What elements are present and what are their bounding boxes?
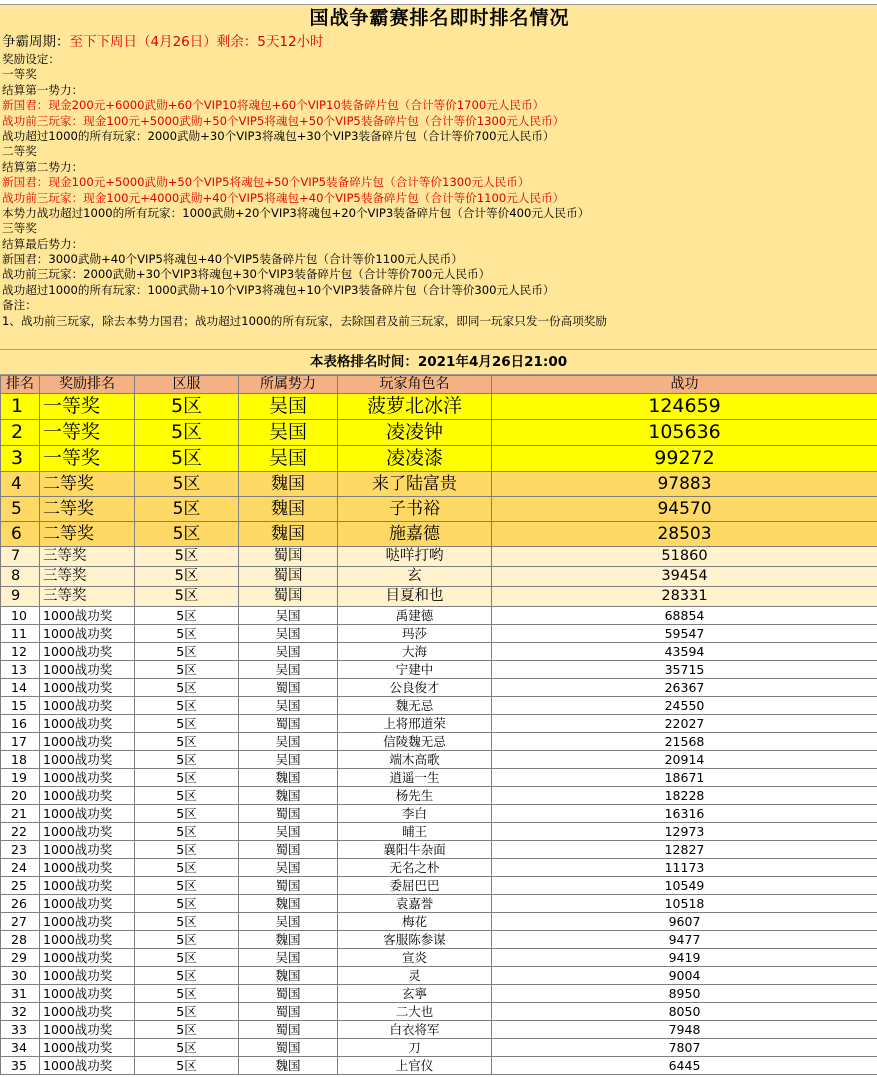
player-name-cell[interactable]: 魏无忌: [338, 697, 492, 715]
faction-cell[interactable]: 蜀国: [239, 877, 338, 895]
rank-cell[interactable]: 4: [1, 472, 40, 497]
server-cell[interactable]: 5区: [135, 769, 239, 787]
merit-cell[interactable]: 28331: [492, 587, 877, 607]
faction-cell[interactable]: 魏国: [239, 895, 338, 913]
reward-line: 三等奖: [2, 221, 37, 236]
award-cell[interactable]: 三等奖: [40, 567, 135, 587]
faction-cell[interactable]: 魏国: [239, 497, 338, 522]
server-cell[interactable]: 5区: [135, 643, 239, 661]
table-row: [1, 931, 877, 949]
server-cell[interactable]: 5区: [135, 1003, 239, 1021]
table-row: [1, 547, 877, 567]
player-name-cell[interactable]: 端木高歌: [338, 751, 492, 769]
award-cell[interactable]: 1000战功奖: [40, 1021, 135, 1039]
merit-cell[interactable]: 18671: [492, 769, 877, 787]
rank-cell[interactable]: 5: [1, 497, 40, 522]
table-row: [1, 567, 877, 587]
server-cell[interactable]: 5区: [135, 522, 239, 547]
merit-cell[interactable]: 99272: [492, 446, 877, 472]
award-cell[interactable]: 1000战功奖: [40, 931, 135, 949]
player-name-cell[interactable]: 委屈巴巴: [338, 877, 492, 895]
faction-cell[interactable]: 魏国: [239, 769, 338, 787]
rank-cell[interactable]: 19: [1, 769, 40, 787]
rank-cell[interactable]: 26: [1, 895, 40, 913]
merit-cell[interactable]: 7807: [492, 1039, 877, 1057]
faction-cell[interactable]: 魏国: [239, 1057, 338, 1075]
player-name-cell[interactable]: 宣炎: [338, 949, 492, 967]
rank-cell[interactable]: 2: [1, 420, 40, 446]
table-row: [1, 643, 877, 661]
table-row: [1, 733, 877, 751]
player-name-cell[interactable]: 玄寧: [338, 985, 492, 1003]
rank-cell[interactable]: 7: [1, 547, 40, 567]
award-cell[interactable]: 1000战功奖: [40, 607, 135, 625]
rules-header: [0, 5, 877, 350]
merit-cell[interactable]: 9004: [492, 967, 877, 985]
faction-cell[interactable]: 蜀国: [239, 1039, 338, 1057]
rank-cell[interactable]: 11: [1, 625, 40, 643]
award-cell[interactable]: 1000战功奖: [40, 1003, 135, 1021]
table-row: [1, 679, 877, 697]
table-row: [1, 805, 877, 823]
faction-cell[interactable]: 吴国: [239, 949, 338, 967]
award-cell[interactable]: 1000战功奖: [40, 679, 135, 697]
award-cell[interactable]: 1000战功奖: [40, 877, 135, 895]
reward-line: 战功前三玩家：现金100元+4000武勋+40个VIP5将魂包+40个VIP5装备碎片包（合计等价1100元人民币）: [2, 190, 565, 205]
reward-line: 战功前三玩家：现金100元+5000武勋+50个VIP5将魂包+50个VIP5装备碎片包（合计等价1300元人民币）: [2, 113, 565, 128]
table-row: [1, 967, 877, 985]
table-row: [1, 841, 877, 859]
table-body: [1, 394, 877, 1075]
award-cell[interactable]: 1000战功奖: [40, 805, 135, 823]
col-header-faction[interactable]: 所属势力: [239, 376, 338, 394]
rank-cell[interactable]: 8: [1, 567, 40, 587]
table-row: [1, 446, 877, 472]
merit-cell[interactable]: 8950: [492, 985, 877, 1003]
server-cell[interactable]: 5区: [135, 497, 239, 522]
col-header-rank[interactable]: 排名: [1, 376, 40, 394]
merit-cell[interactable]: 22027: [492, 715, 877, 733]
award-cell[interactable]: 1000战功奖: [40, 895, 135, 913]
merit-cell[interactable]: 9419: [492, 949, 877, 967]
merit-cell[interactable]: 24550: [492, 697, 877, 715]
faction-cell[interactable]: 吴国: [239, 859, 338, 877]
table-row: [1, 697, 877, 715]
player-name-cell[interactable]: 逍遥一生: [338, 769, 492, 787]
award-cell[interactable]: 1000战功奖: [40, 733, 135, 751]
rank-cell[interactable]: 15: [1, 697, 40, 715]
player-name-cell[interactable]: 上将邢道荣: [338, 715, 492, 733]
award-cell[interactable]: 1000战功奖: [40, 859, 135, 877]
rank-cell[interactable]: 1: [1, 394, 40, 420]
rank-cell[interactable]: 25: [1, 877, 40, 895]
reward-line: 战功超过1000的所有玩家：1000武勋+10个VIP3将魂包+10个VIP3装备碎片包（合计等价300元人民币）: [2, 282, 555, 297]
merit-cell[interactable]: 68854: [492, 607, 877, 625]
rank-cell[interactable]: 14: [1, 679, 40, 697]
page-title: 国战争霸赛排名即时排名情况: [309, 7, 570, 29]
ranking-table: [0, 375, 877, 1075]
faction-cell[interactable]: 蜀国: [239, 679, 338, 697]
faction-cell[interactable]: 吴国: [239, 625, 338, 643]
award-cell[interactable]: 二等奖: [40, 522, 135, 547]
reward-line: 结算最后势力：: [2, 236, 84, 251]
reward-line: 二等奖: [2, 144, 37, 159]
table-row: [1, 394, 877, 420]
merit-cell[interactable]: 26367: [492, 679, 877, 697]
faction-cell[interactable]: 蜀国: [239, 1021, 338, 1039]
award-cell[interactable]: 1000战功奖: [40, 1039, 135, 1057]
player-name-cell[interactable]: 宁建中: [338, 661, 492, 679]
table-row: [1, 769, 877, 787]
faction-cell[interactable]: 吴国: [239, 823, 338, 841]
player-name-cell[interactable]: 玛莎: [338, 625, 492, 643]
reward-line: 一等奖: [2, 67, 37, 82]
player-name-cell[interactable]: 二大也: [338, 1003, 492, 1021]
table-row: [1, 497, 877, 522]
col-header-award[interactable]: 奖励排名: [40, 376, 135, 394]
player-name-cell[interactable]: 客服陈参谋: [338, 931, 492, 949]
player-name-cell[interactable]: 菠萝北冰洋: [338, 394, 492, 420]
rank-cell[interactable]: 33: [1, 1021, 40, 1039]
faction-cell[interactable]: 吴国: [239, 733, 338, 751]
merit-cell[interactable]: 12973: [492, 823, 877, 841]
reward-line: 新国君：3000武勋+40个VIP5将魂包+40个VIP5装备碎片包（合计等价1100元人民币）: [2, 252, 463, 267]
reward-line: 新国君：现金100元+5000武勋+50个VIP5将魂包+50个VIP5装备碎片包（合计等价1300元人民币）: [2, 175, 530, 190]
merit-cell[interactable]: 10549: [492, 877, 877, 895]
table-row: [1, 913, 877, 931]
table-row: [1, 661, 877, 679]
rank-cell[interactable]: 24: [1, 859, 40, 877]
faction-cell[interactable]: 吴国: [239, 643, 338, 661]
merit-cell[interactable]: 105636: [492, 420, 877, 446]
merit-cell[interactable]: 43594: [492, 643, 877, 661]
faction-cell[interactable]: 吴国: [239, 446, 338, 472]
faction-cell[interactable]: 魏国: [239, 522, 338, 547]
server-cell[interactable]: 5区: [135, 697, 239, 715]
server-cell[interactable]: 5区: [135, 823, 239, 841]
col-header-merit[interactable]: 战功: [492, 376, 877, 394]
rank-cell[interactable]: 34: [1, 1039, 40, 1057]
award-cell[interactable]: 一等奖: [40, 420, 135, 446]
table-row: [1, 715, 877, 733]
table-row: [1, 607, 877, 625]
merit-cell[interactable]: 9477: [492, 931, 877, 949]
server-cell[interactable]: 5区: [135, 1039, 239, 1057]
award-cell[interactable]: 三等奖: [40, 547, 135, 567]
rank-cell[interactable]: 28: [1, 931, 40, 949]
player-name-cell[interactable]: 施嘉德: [338, 522, 492, 547]
merit-cell[interactable]: 6445: [492, 1057, 877, 1075]
merit-cell[interactable]: 16316: [492, 805, 877, 823]
award-cell[interactable]: 1000战功奖: [40, 949, 135, 967]
reward-line: 结算第一势力：: [2, 82, 84, 97]
rank-cell[interactable]: 29: [1, 949, 40, 967]
player-name-cell[interactable]: 襄阳牛杂面: [338, 841, 492, 859]
faction-cell[interactable]: 蜀国: [239, 805, 338, 823]
faction-cell[interactable]: 蜀国: [239, 567, 338, 587]
rank-cell[interactable]: 22: [1, 823, 40, 841]
reward-line: 奖励设定：: [2, 52, 60, 66]
reward-line: 新国君：现金200元+6000武勋+60个VIP10将魂包+60个VIP10装备碎片包（合计等价1700元人民币）: [2, 98, 545, 113]
server-cell[interactable]: 5区: [135, 877, 239, 895]
server-cell[interactable]: 5区: [135, 607, 239, 625]
server-cell[interactable]: 5区: [135, 1057, 239, 1075]
rank-cell[interactable]: 9: [1, 587, 40, 607]
table-row: [1, 1021, 877, 1039]
player-name-cell[interactable]: 玄: [338, 567, 492, 587]
col-header-player[interactable]: 玩家角色名: [338, 376, 492, 394]
rank-cell[interactable]: 32: [1, 1003, 40, 1021]
server-cell[interactable]: 5区: [135, 949, 239, 967]
merit-cell[interactable]: 21568: [492, 733, 877, 751]
player-name-cell[interactable]: 来了陆富贵: [338, 472, 492, 497]
rank-cell[interactable]: 18: [1, 751, 40, 769]
merit-cell[interactable]: 35715: [492, 661, 877, 679]
award-cell[interactable]: 1000战功奖: [40, 625, 135, 643]
player-name-cell[interactable]: 凌凌钟: [338, 420, 492, 446]
table-row: [1, 859, 877, 877]
server-cell[interactable]: 5区: [135, 1021, 239, 1039]
server-cell[interactable]: 5区: [135, 472, 239, 497]
player-name-cell[interactable]: 凌凌漆: [338, 446, 492, 472]
player-name-cell[interactable]: 晡王: [338, 823, 492, 841]
merit-cell[interactable]: 12827: [492, 841, 877, 859]
server-cell[interactable]: 5区: [135, 625, 239, 643]
player-name-cell[interactable]: 李白: [338, 805, 492, 823]
player-name-cell[interactable]: 子书裕: [338, 497, 492, 522]
faction-cell[interactable]: 吴国: [239, 697, 338, 715]
table-row: [1, 823, 877, 841]
server-cell[interactable]: 5区: [135, 661, 239, 679]
award-cell[interactable]: 一等奖: [40, 446, 135, 472]
rank-cell[interactable]: 6: [1, 522, 40, 547]
server-cell[interactable]: 5区: [135, 679, 239, 697]
award-cell[interactable]: 三等奖: [40, 587, 135, 607]
award-cell[interactable]: 1000战功奖: [40, 823, 135, 841]
rank-cell[interactable]: 13: [1, 661, 40, 679]
award-cell[interactable]: 1000战功奖: [40, 715, 135, 733]
merit-cell[interactable]: 59547: [492, 625, 877, 643]
rank-cell[interactable]: 16: [1, 715, 40, 733]
server-cell[interactable]: 5区: [135, 751, 239, 769]
server-cell[interactable]: 5区: [135, 587, 239, 607]
merit-cell[interactable]: 9607: [492, 913, 877, 931]
server-cell[interactable]: 5区: [135, 805, 239, 823]
server-cell[interactable]: 5区: [135, 733, 239, 751]
faction-cell[interactable]: 蜀国: [239, 841, 338, 859]
rank-cell[interactable]: 20: [1, 787, 40, 805]
server-cell[interactable]: 5区: [135, 567, 239, 587]
rank-cell[interactable]: 30: [1, 967, 40, 985]
server-cell[interactable]: 5区: [135, 715, 239, 733]
faction-cell[interactable]: 吴国: [239, 420, 338, 446]
table-row: [1, 751, 877, 769]
reward-line: 战功前三玩家：2000武勋+30个VIP3将魂包+30个VIP3装备碎片包（合计等价700元人民币）: [2, 267, 491, 282]
award-cell[interactable]: 1000战功奖: [40, 643, 135, 661]
award-cell[interactable]: 1000战功奖: [40, 661, 135, 679]
table-row: [1, 625, 877, 643]
server-cell[interactable]: 5区: [135, 913, 239, 931]
award-cell[interactable]: 1000战功奖: [40, 841, 135, 859]
rank-cell[interactable]: 23: [1, 841, 40, 859]
table-header-row: [1, 376, 877, 394]
faction-cell[interactable]: 魏国: [239, 967, 338, 985]
faction-cell[interactable]: 魏国: [239, 472, 338, 497]
reward-line: 本势力战功超过1000的所有玩家：1000武勋+20个VIP3将魂包+20个VIP3装备碎片包（合计等价400元人民币）: [2, 205, 590, 220]
reward-line: 结算第二势力：: [2, 159, 84, 174]
faction-cell[interactable]: 吴国: [239, 913, 338, 931]
ranking-timestamp: 本表格排名时间：2021年4月26日21:00: [0, 350, 877, 375]
player-name-cell[interactable]: 刀: [338, 1039, 492, 1057]
player-name-cell[interactable]: 无名之朴: [338, 859, 492, 877]
server-cell[interactable]: 5区: [135, 394, 239, 420]
merit-cell[interactable]: 7948: [492, 1021, 877, 1039]
col-header-server[interactable]: 区服: [135, 376, 239, 394]
player-name-cell[interactable]: 梅花: [338, 913, 492, 931]
faction-cell[interactable]: 吴国: [239, 751, 338, 769]
server-cell[interactable]: 5区: [135, 967, 239, 985]
faction-cell[interactable]: 吴国: [239, 607, 338, 625]
award-cell[interactable]: 1000战功奖: [40, 697, 135, 715]
faction-cell[interactable]: 蜀国: [239, 547, 338, 567]
award-cell[interactable]: 1000战功奖: [40, 967, 135, 985]
table-row: [1, 895, 877, 913]
award-cell[interactable]: 二等奖: [40, 497, 135, 522]
cycle-label: 争霸周期：: [2, 34, 70, 50]
merit-cell[interactable]: 124659: [492, 394, 877, 420]
server-cell[interactable]: 5区: [135, 547, 239, 567]
reward-line: 1、战功前三玩家，除去本势力国君；战功超过1000的所有玩家，去除国君及前三玩家，即同一玩家只发一份高项奖励: [2, 313, 607, 328]
player-name-cell[interactable]: 灵: [338, 967, 492, 985]
player-name-cell[interactable]: 大海: [338, 643, 492, 661]
award-cell[interactable]: 1000战功奖: [40, 913, 135, 931]
award-cell[interactable]: 1000战功奖: [40, 751, 135, 769]
player-name-cell[interactable]: 目夏和也: [338, 587, 492, 607]
rank-cell[interactable]: 27: [1, 913, 40, 931]
rank-cell[interactable]: 3: [1, 446, 40, 472]
table-row: [1, 1039, 877, 1057]
merit-cell[interactable]: 10518: [492, 895, 877, 913]
player-name-cell[interactable]: 哒咩打哟: [338, 547, 492, 567]
table-row: [1, 472, 877, 497]
rank-cell[interactable]: 21: [1, 805, 40, 823]
cycle-value: 至下下周日（4月26日）剩余：5天12小时: [69, 34, 324, 50]
reward-line: 备注：: [2, 298, 37, 313]
server-cell[interactable]: 5区: [135, 985, 239, 1003]
player-name-cell[interactable]: 公良俊才: [338, 679, 492, 697]
award-cell[interactable]: 1000战功奖: [40, 769, 135, 787]
merit-cell[interactable]: 20914: [492, 751, 877, 769]
award-cell[interactable]: 1000战功奖: [40, 787, 135, 805]
faction-cell[interactable]: 蜀国: [239, 1003, 338, 1021]
player-name-cell[interactable]: 袁嘉誉: [338, 895, 492, 913]
merit-cell[interactable]: 97883: [492, 472, 877, 497]
faction-cell[interactable]: 吴国: [239, 394, 338, 420]
player-name-cell[interactable]: 杨先生: [338, 787, 492, 805]
cycle-line: [2, 32, 877, 52]
faction-cell[interactable]: 蜀国: [239, 587, 338, 607]
rank-cell[interactable]: 10: [1, 607, 40, 625]
server-cell[interactable]: 5区: [135, 895, 239, 913]
faction-cell[interactable]: 魏国: [239, 787, 338, 805]
merit-cell[interactable]: 51860: [492, 547, 877, 567]
server-cell[interactable]: 5区: [135, 859, 239, 877]
merit-cell[interactable]: 8050: [492, 1003, 877, 1021]
player-name-cell[interactable]: 信陵魏无忌: [338, 733, 492, 751]
server-cell[interactable]: 5区: [135, 446, 239, 472]
table-row: [1, 420, 877, 446]
table-row: [1, 877, 877, 895]
table-row: [1, 1003, 877, 1021]
player-name-cell[interactable]: 上官仪: [338, 1057, 492, 1075]
faction-cell[interactable]: 魏国: [239, 931, 338, 949]
award-cell[interactable]: 二等奖: [40, 472, 135, 497]
merit-cell[interactable]: 39454: [492, 567, 877, 587]
table-row: [1, 587, 877, 607]
player-name-cell[interactable]: 白衣将军: [338, 1021, 492, 1039]
merit-cell[interactable]: 11173: [492, 859, 877, 877]
server-cell[interactable]: 5区: [135, 931, 239, 949]
server-cell[interactable]: 5区: [135, 841, 239, 859]
faction-cell[interactable]: 吴国: [239, 661, 338, 679]
reward-line: 战功超过1000的所有玩家：2000武勋+30个VIP3将魂包+30个VIP3装备碎片包（合计等价700元人民币）: [2, 128, 555, 143]
table-row: [1, 1057, 877, 1075]
faction-cell[interactable]: 蜀国: [239, 985, 338, 1003]
table-row: [1, 985, 877, 1003]
server-cell[interactable]: 5区: [135, 420, 239, 446]
award-cell[interactable]: 1000战功奖: [40, 1057, 135, 1075]
award-cell[interactable]: 1000战功奖: [40, 985, 135, 1003]
rank-cell[interactable]: 12: [1, 643, 40, 661]
rank-cell[interactable]: 17: [1, 733, 40, 751]
award-cell[interactable]: 一等奖: [40, 394, 135, 420]
table-row: [1, 949, 877, 967]
table-row: [1, 522, 877, 547]
faction-cell[interactable]: 蜀国: [239, 715, 338, 733]
server-cell[interactable]: 5区: [135, 787, 239, 805]
rank-cell[interactable]: 35: [1, 1057, 40, 1075]
merit-cell[interactable]: 28503: [492, 522, 877, 547]
rank-cell[interactable]: 31: [1, 985, 40, 1003]
reward-rules: [2, 52, 877, 329]
player-name-cell[interactable]: 禹建德: [338, 607, 492, 625]
merit-cell[interactable]: 94570: [492, 497, 877, 522]
table-row: [1, 787, 877, 805]
merit-cell[interactable]: 18228: [492, 787, 877, 805]
